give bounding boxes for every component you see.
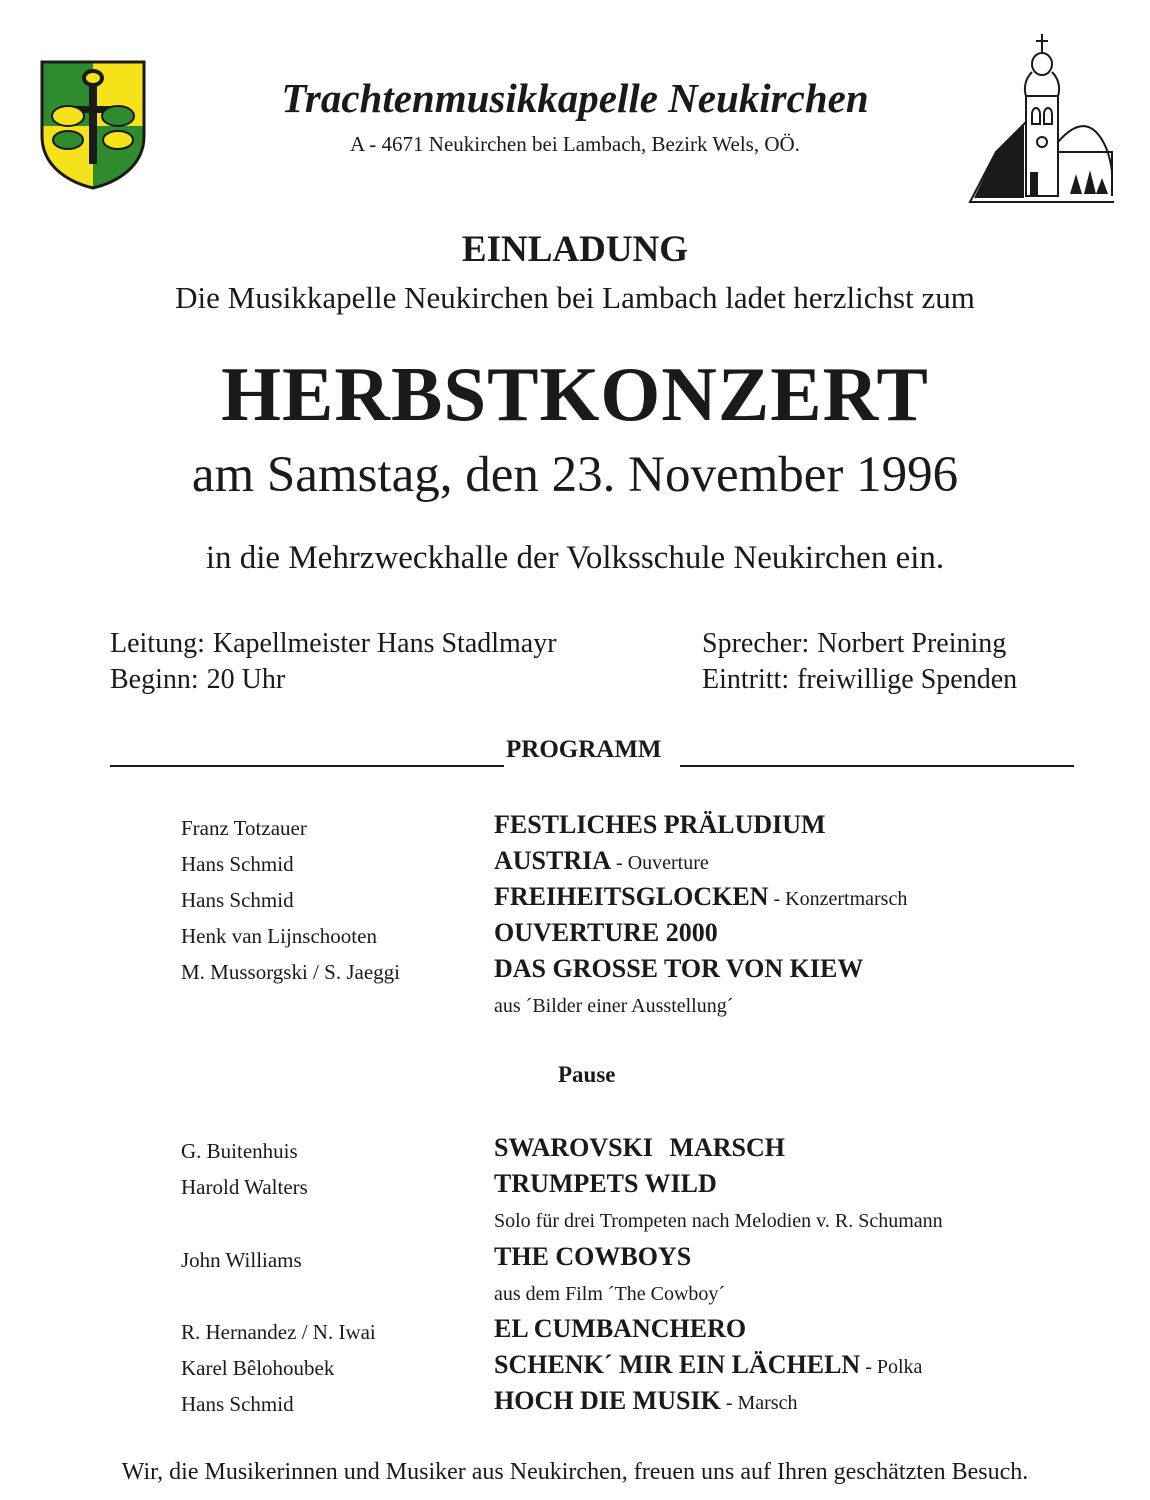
admission-line [702, 662, 1017, 698]
program-divider-left [110, 765, 504, 767]
program-item [0, 1386, 1150, 1420]
speaker-line [702, 626, 1017, 662]
info-left [110, 626, 557, 698]
composer: G. Buitenhuis [181, 1139, 298, 1163]
composer: Hans Schmid [181, 1392, 294, 1416]
piece [494, 882, 907, 912]
church-icon [966, 32, 1118, 214]
piece-note: Solo für drei Trompeten nach Melodien v. R. Schumann [494, 1210, 943, 1232]
composer: Henk van Lijnschooten [181, 924, 377, 948]
program-divider-right [680, 765, 1074, 767]
piece [494, 918, 718, 948]
piece [494, 954, 863, 984]
conductor-line [110, 626, 557, 662]
piece [494, 810, 826, 840]
piece [494, 1133, 785, 1163]
piece-title: FESTLICHES PRÄLUDIUM [494, 810, 826, 839]
speaker-value: Norbert Preining [817, 628, 1007, 659]
event-venue: in die Mehrzweckhalle der Volksschule Neukirchen ein. [205, 540, 945, 576]
composer: Harold Walters [181, 1175, 308, 1199]
piece-title: SWAROVSKI MARSCH [494, 1133, 785, 1162]
composer: Hans Schmid [181, 888, 294, 912]
piece [494, 1386, 797, 1416]
program-item [0, 846, 1150, 880]
piece [494, 1314, 746, 1344]
piece-title: SCHENK´ MIR EIN LÄCHELN [494, 1350, 861, 1379]
organization-address: A - 4671 Neukirchen bei Lambach, Bezirk Wels, OÖ. [350, 132, 800, 156]
composer: Karel Bêlohoubek [181, 1356, 335, 1380]
program-item [0, 1169, 1150, 1203]
intermission-label: Pause [558, 1062, 616, 1087]
piece-title: DAS GROSSE TOR VON KIEW [494, 954, 864, 983]
composer: Franz Totzauer [181, 816, 307, 840]
program-item [0, 810, 1150, 844]
program-item [0, 1314, 1150, 1348]
program-heading: PROGRAMM [506, 736, 662, 763]
start-time-value: 20 Uhr [206, 664, 286, 695]
piece-note: aus dem Film ´The Cowboy´ [494, 1283, 726, 1305]
event-date: am Samstag, den 23. November 1996 [191, 447, 959, 503]
program-item [0, 1133, 1150, 1167]
start-time-line [110, 662, 557, 698]
event-title: HERBSTKONZERT [221, 351, 929, 437]
composer: Hans Schmid [181, 852, 294, 876]
program-item [0, 954, 1150, 988]
conductor-label: Leitung: [110, 628, 205, 659]
composer: John Williams [181, 1248, 302, 1272]
program-item [0, 1350, 1150, 1384]
piece-title: HOCH DIE MUSIK [494, 1386, 721, 1415]
piece [494, 846, 709, 876]
info-right [702, 626, 1017, 698]
program-item [0, 1242, 1150, 1276]
program-item [0, 882, 1150, 916]
piece-title: EL CUMBANCHERO [494, 1314, 747, 1343]
piece-title: OUVERTURE 2000 [494, 918, 718, 947]
piece [494, 1169, 717, 1199]
composer: M. Mussorgski / S. Jaeggi [181, 960, 400, 984]
composer: R. Hernandez / N. Iwai [181, 1320, 376, 1344]
admission-label: Eintritt: [702, 664, 790, 695]
start-time-label: Beginn: [110, 664, 199, 695]
invitation-heading: EINLADUNG [461, 229, 689, 270]
conductor-value: Kapellmeister Hans Stadlmayr [212, 628, 557, 659]
piece-title: THE COWBOYS [494, 1242, 692, 1271]
piece-subtitle: - Konzertmarsch [768, 888, 908, 910]
piece-subtitle: - Polka [860, 1356, 923, 1378]
piece [494, 1242, 691, 1272]
piece [494, 1350, 922, 1380]
piece-subtitle: - Marsch [720, 1392, 798, 1414]
program-item [0, 918, 1150, 952]
invitation-intro: Die Musikkapelle Neukirchen bei Lambach ladet herzlichst zum [175, 280, 975, 315]
piece-title: FREIHEITSGLOCKEN [494, 882, 769, 911]
piece-note: aus ´Bilder einer Ausstellung´ [494, 995, 734, 1017]
organization-title: Trachtenmusikkapelle Neukirchen [281, 75, 869, 121]
piece-subtitle: - Ouverture [611, 852, 709, 874]
speaker-label: Sprecher: [702, 628, 810, 659]
piece-title: TRUMPETS WILD [494, 1169, 717, 1198]
admission-value: freiwillige Spenden [797, 664, 1018, 695]
closing-message: Wir, die Musikerinnen und Musiker aus Neukirchen, freuen uns auf Ihren geschätzten Besuch. [121, 1459, 1029, 1485]
piece-title: AUSTRIA [494, 846, 612, 875]
